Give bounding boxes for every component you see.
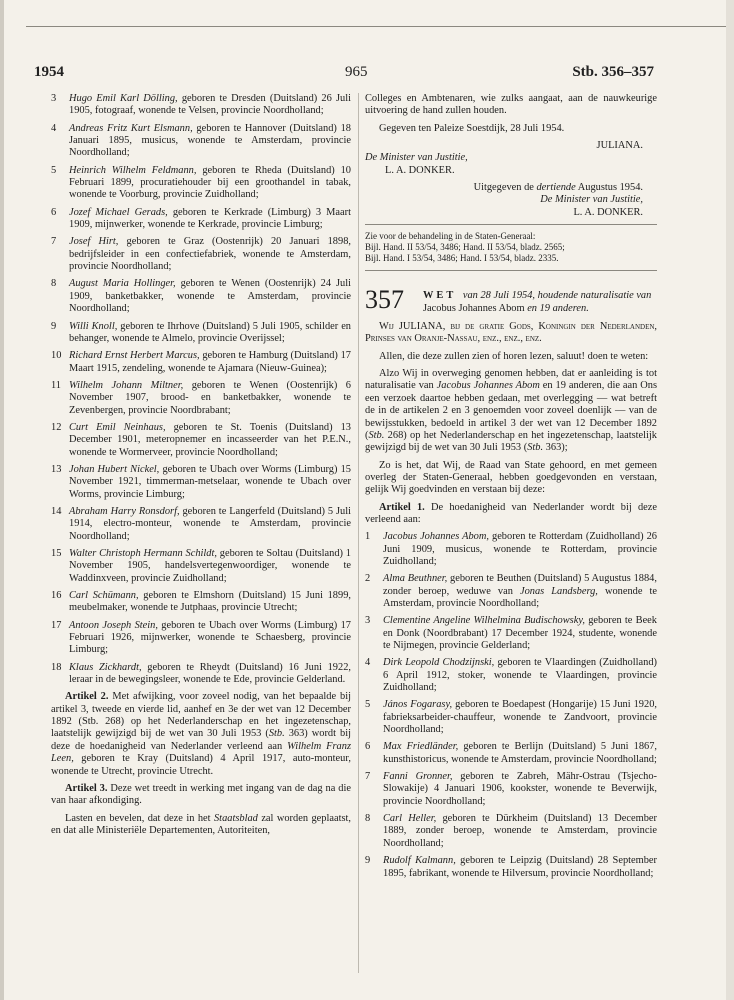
article-2 [51, 691, 351, 777]
person-name: Jonas Landsberg, [519, 585, 598, 597]
item-number: 7 [365, 771, 371, 783]
list-item [51, 321, 351, 346]
item-text [69, 165, 351, 202]
list-item [51, 464, 351, 501]
list-item [365, 657, 657, 694]
law-title-text: van 28 Juli 1954, houdende naturalisatie van [462, 290, 652, 302]
person-details: geboren te Boedapest (Hongarije) 15 Juni 1920, fabrieksarbeider-chauffeur, wonende te Zandvoort, provincie Noordholland; [383, 699, 657, 736]
stb-ref: Stb. [368, 429, 385, 441]
person-details: geboren te Vlaardingen (Zuidholland) 6 April 1912, stoker, wonende te Vlaardingen, provincie Zuidholland; [383, 657, 657, 694]
list-item [365, 771, 657, 808]
item-number: 11 [51, 379, 62, 391]
article-3 [51, 783, 351, 808]
person-details: geboren te Graz (Oostenrijk) 20 Januari 1898, bedrijfsleider in een confectiefabriek, wonende te Amsterdam, provincie Noordholland; [69, 236, 351, 273]
person-name: Alma Beuthner, [383, 573, 448, 585]
person-name: Jacobus Johannes Abom, [383, 531, 489, 543]
item-text [383, 741, 657, 766]
naturalisation-list-left [51, 93, 351, 686]
item-text [69, 380, 351, 417]
person-details: geboren te Kerkrade (Limburg) 3 Maart 1909, mijnwerker, wonende te Kerkrade, provincie Limburg; [69, 206, 351, 231]
list-item [51, 506, 351, 543]
list-item [51, 165, 351, 202]
person-name: Klaus Zickhardt, [69, 661, 142, 673]
person-details: geboren te Hamburg (Duitsland) 17 Maart 1915, zendeling, wonende te Ajamara (Nieuw-Guinea); [69, 350, 351, 374]
person-details: geboren te Rheydt (Duitsland) 16 Juni 1922, leraar in de bewegingsleer, wonende te Ede, provincie Gelderland. [69, 661, 351, 686]
article-text: Met afwijking, voor zoveel nodig, van het bepaalde bij artikel 3, tweede en vierde lid, aanhef en 3e der wet van 12 December 1892 (Stb. 268) op het Nederlanderschap en het ingezetenschap, laatstelijk gewijzigd bij de wet van 30 Juli 1953 ( [51, 691, 351, 740]
item-text [383, 771, 657, 808]
person-details: geboren te Dürkheim (Duitsland) 13 December 1889, zonder beroep, wonende te Amsterdam, provincie Noordholland; [383, 813, 657, 849]
person-details: geboren te Beek en Donk (Noordbrabant) 17 December 1924, studente, wonende te Nijmegen, provincie Gelderland; [383, 615, 657, 651]
list-item [365, 573, 657, 610]
item-number: 16 [51, 590, 62, 602]
list-item [51, 620, 351, 657]
item-text [69, 620, 351, 657]
item-number: 9 [365, 855, 371, 867]
alzo-paragraph [365, 368, 657, 454]
person-name: Rudolf Kalmann, [383, 855, 456, 867]
section-rule [365, 270, 657, 271]
person-details: geboren te Beuthen (Duitsland) 5 Augustus 1884, zonder beroep, weduwe van [383, 573, 657, 597]
person-details: geboren te Hannover (Duitsland) 18 Januari 1895, musicus, wonende te Amsterdam, provincie Noordholland; [69, 122, 351, 159]
item-text [383, 573, 657, 610]
list-item [365, 855, 657, 880]
person-details: geboren te Rheda (Duitsland) 10 Februari 1899, procuratiehouder bij een groothandel in tabak, wonende te Voorburg, provincie Zuidholland; [69, 164, 351, 201]
person-name: János Fogarasy, [383, 699, 453, 711]
stb-ref: Stb. [268, 728, 285, 740]
article-1 [365, 502, 657, 527]
item-number: 17 [51, 619, 62, 631]
paragraph-text: Alzo Wij in overweging genomen hebben, dat er aanleiding is tot naturalisatie van [365, 368, 657, 392]
left-column [51, 93, 351, 842]
person-name: Fanni Gronner, [383, 771, 453, 783]
person-name: Willi Knoll, [69, 320, 118, 332]
person-name: Jacobus Johannes Abom [436, 380, 540, 392]
minister-name-1: L. A. DONKER. [385, 164, 455, 176]
item-number: 2 [365, 573, 371, 585]
list-item [51, 662, 351, 687]
article-text: Deze wet treedt in werking met ingang van de dag na die van haar afkondiging. [51, 782, 351, 807]
column-divider [358, 93, 359, 973]
person-details: geboren te Elmshorn (Duitsland) 15 Juni 1899, meubelmaker, wonende te Jutphaas, provincie Utrecht; [69, 590, 351, 614]
item-text [69, 350, 351, 375]
note-line: Bijl. Hand. II 53/54, 3486; Hand. II 53/54, bladz. 2565; [365, 242, 565, 253]
law-type: WET [423, 290, 457, 302]
list-item [365, 699, 657, 736]
person-details: geboren te Zabreh, Mähr-Ostrau (Tsjecho-Slowakije) 4 Januari 1906, kookster, wonende te Beverwijk, provincie Noordholland; [383, 771, 657, 807]
list-item [365, 741, 657, 766]
person-name: Max Friedländer, [383, 741, 459, 753]
item-text [383, 813, 657, 850]
item-text [69, 506, 351, 543]
page-number: 965 [345, 64, 368, 80]
item-number: 4 [365, 657, 371, 669]
item-text [69, 278, 351, 315]
item-number: 18 [51, 661, 62, 673]
item-number: 13 [51, 463, 62, 475]
minister-name-2: L. A. DONKER. [573, 206, 643, 218]
paragraph-text: 268) op het Nederlanderschap en het ingezetenschap, laatstelijk gewijzigd bij de wet van 30 Juli 1953 ( [365, 429, 657, 454]
page-edge [726, 0, 734, 1000]
law-title-text: en 19 anderen. [527, 303, 589, 315]
issued-day: dertiende [536, 182, 576, 194]
paragraph-text: en 19 anderen, die aan Ons een verzoek daartoe hebben gedaan, met overlegging — wat betreft de in de artikelen 2 en 3 genoemden voor zoveel doenlijk — van de bewijsstukken, bedoeld in artikel 3 der wet van 12 December 1892 ( [365, 380, 658, 441]
item-text [69, 662, 351, 687]
person-name: Dirk Leopold Chodzijnski, [383, 657, 495, 669]
note-rule [365, 224, 657, 225]
person-details: geboren te Langerfeld (Duitsland) 5 Juli 1914, electro-monteur, wonende te Amsterdam, provincie Noordholland; [69, 505, 351, 542]
item-text [69, 321, 351, 346]
paragraph-text: Lasten en bevelen, dat deze in het [65, 812, 214, 824]
item-text [383, 855, 657, 880]
list-item [51, 93, 351, 118]
right-column [365, 93, 657, 885]
paragraph-text: zal worden geplaatst, en dat alle Ministeriële Departementen, Autoriteiten, [51, 812, 351, 836]
person-details: wonende te Amsterdam, provincie Noordholland; [383, 585, 658, 609]
allen-paragraph: Allen, die deze zullen zien of horen lezen, saluut! doen te weten: [379, 350, 649, 362]
item-text [383, 531, 657, 568]
list-item [51, 590, 351, 615]
person-name: Curt Emil Neinhaus, [69, 421, 166, 433]
item-number: 15 [51, 548, 62, 559]
staatsblad-italic: Staatsblad [213, 812, 258, 824]
person-details: geboren te St. Toenis (Duitsland) 13 December 1901, meteropnemer en incasseerder van het P.E.N., wonende te Wormerveer, provincie Noordholland; [69, 421, 351, 458]
person-name: Richard Ernst Herbert Marcus, [69, 350, 200, 362]
naturalisation-list-right [365, 531, 657, 880]
running-head-year: 1954 [34, 64, 64, 80]
law-person: Jacobus Johannes Abom [423, 303, 528, 315]
person-name: Carl Schümann, [69, 590, 139, 602]
minister-title-2: De Minister van Justitie, [540, 194, 643, 206]
item-number: 12 [51, 421, 62, 433]
person-name: Clementine Angeline Wilhelmina Budischowsky, [383, 615, 585, 627]
list-item [51, 380, 351, 417]
running-head-staatsblad: Stb. 356–357 [572, 64, 654, 80]
item-number: 5 [51, 164, 57, 176]
continuation-paragraph: Colleges en Ambtenaren, wie zulks aangaat, aan de nauwkeurige uitvoering de hand zullen houden. [365, 93, 657, 117]
person-name: Andreas Fritz Kurt Elsmann, [69, 122, 193, 134]
article-label: Artikel 2. [65, 691, 109, 703]
item-number: 8 [51, 278, 57, 290]
issued-line [365, 182, 643, 194]
note-line: Bijl. Hand. I 53/54, 3486; Hand. I 53/54, bladz. 2335. [365, 253, 559, 264]
item-text [69, 93, 351, 118]
person-name: Johan Hubert Nickel, [69, 463, 160, 475]
item-number: 3 [51, 93, 57, 104]
item-text [69, 207, 351, 232]
person-details: geboren te Rotterdam (Zuidholland) 26 Juni 1909, musicus, wonende te Rotterdam, provincie Zuidholland; [383, 531, 657, 567]
person-details: geboren te Ubach over Worms (Limburg) 17 Februari 1926, mijnwerker, wonende te Schaesberg, provincie Limburg; [69, 619, 351, 656]
article-text: geboren te Kray (Duitsland) 4 April 1917, auto-monteur, wonende te Utrecht, provincie Utrecht. [51, 753, 351, 777]
item-number: 5 [365, 699, 371, 711]
article-text: De hoedanigheid van Nederlander wordt bij deze verleend aan: [365, 501, 657, 525]
person-name: Wilhelm Franz Leen, [51, 740, 351, 765]
list-item [51, 350, 351, 375]
item-text [383, 699, 657, 736]
item-number: 9 [51, 320, 57, 332]
article-label: Artikel 1. [379, 501, 425, 513]
person-name: Antoon Joseph Stein, [69, 619, 158, 631]
list-item [365, 813, 657, 850]
item-number: 3 [365, 615, 371, 627]
lasten-paragraph [51, 813, 351, 838]
list-item [51, 207, 351, 232]
item-number: 8 [365, 813, 371, 825]
item-text [69, 464, 351, 501]
item-text [69, 548, 351, 585]
item-number: 6 [51, 206, 57, 218]
zo-paragraph: Zo is het, dat Wij, de Raad van State gehoord, en met gemeen overleg der Staten-Generaal, hebben goedgevonden en verstaan, gelijk Wij goedvinden en verstaan bij deze: [365, 459, 657, 496]
issued-text: Augustus 1954. [575, 182, 643, 194]
person-details: geboren te Berlijn (Duitsland) 5 Juni 1867, kunsthistoricus, wonende te Amsterdam, provincie Noordholland; [383, 741, 658, 765]
list-item [365, 615, 657, 652]
list-item [365, 531, 657, 568]
list-item [51, 278, 351, 315]
item-text [69, 236, 351, 273]
item-text [69, 590, 351, 615]
minister-title-1: De Minister van Justitie, [365, 152, 468, 164]
person-details: geboren te Wenen (Oostenrijk) 6 November 1907, brood- en banketbakker, wonende te Zevenbergen, provincie Noordbrabant; [69, 379, 351, 416]
list-item [51, 548, 351, 585]
item-number: 1 [365, 531, 371, 543]
stb-ref: Stb. [527, 442, 544, 454]
item-number: 7 [51, 236, 57, 248]
item-number: 4 [51, 122, 57, 134]
person-details: geboren te Ihrhove (Duitsland) 5 Juli 1905, schilder en behanger, wonende te Almelo, provincie Overijssel; [69, 320, 351, 344]
note-line: Zie voor de behandeling in de Staten-Generaal: [365, 231, 536, 242]
article-label: Artikel 3. [65, 782, 108, 794]
item-number: 14 [51, 505, 62, 517]
item-text [383, 615, 657, 652]
item-text [69, 123, 351, 160]
person-name: Josef Hirt, [69, 236, 119, 248]
paragraph-text: 363); [543, 442, 568, 454]
list-item [51, 236, 351, 273]
article-text: 363) wordt bij deze de hoedanigheid van Nederlander verleend aan [51, 728, 351, 752]
given-line: Gegeven ten Paleize Soestdijk, 28 Juli 1954. [379, 122, 565, 134]
royal-signature: JULIANA. [596, 140, 643, 152]
person-name: Abraham Harry Ronsdorf, [69, 505, 180, 517]
royal-preamble: Wij JULIANA, bij de gratie Gods, Koningin der Nederlanden, Prinses van Oranje-Nassau, enz., enz., enz. [365, 321, 657, 345]
item-text [383, 657, 657, 694]
person-details: geboren te Wenen (Oostenrijk) 24 Juli 1909, banketbakker, wonende te Amsterdam, provincie Noordholland; [69, 278, 352, 315]
list-item [51, 422, 351, 459]
item-text [69, 422, 351, 459]
person-details: geboren te Dresden (Duitsland) 26 Juli 1905, fotograaf, wonende te Velsen, provincie Noordholland; [69, 93, 351, 117]
issued-text: Uitgegeven de [473, 182, 537, 194]
person-name: Walter Christoph Hermann Schildt, [69, 548, 217, 559]
law-357-heading [365, 287, 657, 315]
person-name: August Maria Hollinger, [69, 278, 176, 290]
item-number: 6 [365, 741, 371, 753]
law-title [423, 287, 657, 315]
person-name: Carl Heller, [383, 813, 437, 825]
person-details: geboren te Soltau (Duitsland) 1 November 1905, handelsvertegenwoordiger, wonende te Waddinxveen, provincie Zuidholland; [69, 548, 351, 584]
person-details: geboren te Leipzig (Duitsland) 28 September 1895, fabrikant, wonende te Hilversum, provincie Noordholland; [383, 855, 657, 879]
law-number: 357 [365, 285, 404, 315]
person-name: Hugo Emil Karl Dölling, [69, 93, 178, 104]
person-name: Jozef Michael Gerads, [69, 206, 168, 218]
top-rule [26, 26, 726, 27]
person-name: Wilhelm Johann Miltner, [69, 379, 184, 391]
list-item [51, 123, 351, 160]
item-number: 10 [51, 350, 62, 362]
person-name: Heinrich Wilhelm Feldmann, [69, 164, 197, 176]
person-details: geboren te Ubach over Worms (Limburg) 15 November 1921, timmerman-metselaar, wonende te Ubach over Worms, provincie Limburg; [69, 463, 352, 500]
